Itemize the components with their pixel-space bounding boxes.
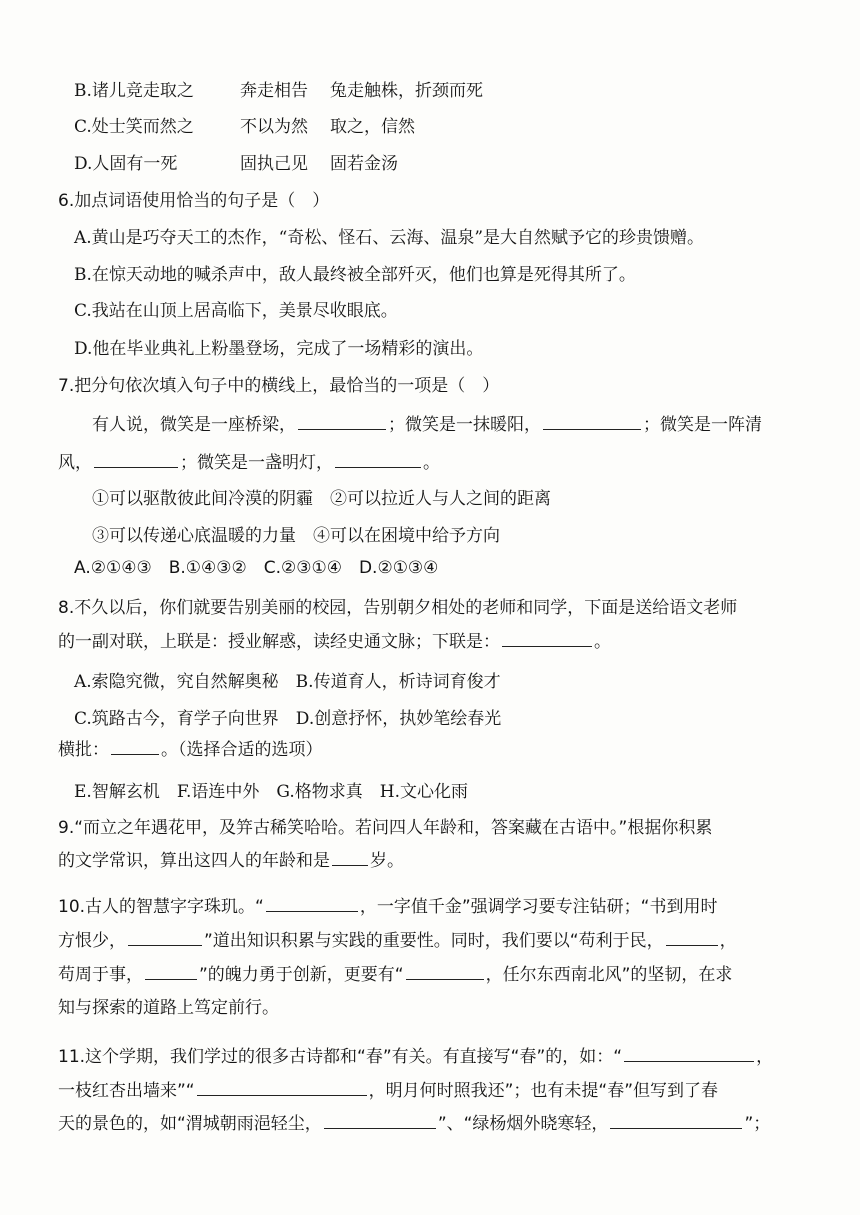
- q5-option-b-a: B.诸儿竞走取之: [74, 81, 194, 101]
- q7-blank-1[interactable]: [298, 414, 386, 430]
- q6-option-b: B.在惊天动地的喊杀声中，敌人最终被全部歼灭，他们也算是死得其所了。: [74, 265, 636, 285]
- q11-blank-2[interactable]: [197, 1080, 367, 1096]
- q5-option-b-b: 奔走相告: [240, 81, 308, 101]
- q7-clauses-line2: ③可以传递心底温暖的力量 ④可以在困境中给予方向: [92, 526, 500, 546]
- q5-option-d-a: D.人固有一死: [74, 154, 178, 174]
- q10-blank-5[interactable]: [406, 964, 484, 980]
- q5-option-c-c: 取之，信然: [330, 117, 415, 137]
- q11-blank-3[interactable]: [324, 1113, 436, 1129]
- q6-stem: 6.加点词语使用恰当的句子是（ ）: [58, 191, 330, 211]
- q9-stem-line2: 的文学常识，算出这四人的年龄和是 岁。: [58, 851, 404, 871]
- q8-options-efgh: E.智解玄机 F.语连中外 G.格物求真 H.文心化雨: [74, 782, 468, 802]
- q10-line3: 苟周于事， ”的魄力勇于创新，更要有“ ，任尔东西南北风”的坚韧，在求: [58, 965, 733, 985]
- q9-stem-line1: 9.“而立之年遇花甲，及笄古稀笑哈哈。若问四人年龄和，答案藏在古语中。”根据你积累: [58, 818, 713, 838]
- q7-clauses-line1: ①可以驱散彼此间冷漠的阴霾 ②可以拉近人与人之间的距离: [92, 489, 551, 509]
- q8-hengpi-blank[interactable]: [111, 739, 159, 755]
- q8-stem-line1: 8.不久以后，你们就要告别美丽的校园，告别朝夕相处的老师和同学，下面是送给语文老师: [58, 598, 738, 618]
- q11-line2: 一枝红杏出墙来”“ ，明月何时照我还”；也有未提“春”但写到了春: [58, 1081, 719, 1101]
- q7-options: A.②①④③ B.①④③② C.②③①④ D.②①③④: [74, 558, 439, 578]
- q7-sentence-line2: 风， ；微笑是一盏明灯， 。: [58, 453, 440, 473]
- q11-line3: 天的景色的，如“渭城朝雨浥轻尘， ”、“绿杨烟外晓寒轻， ”；: [58, 1114, 771, 1134]
- q8-couplet-blank[interactable]: [502, 631, 592, 647]
- q11-line1: 11.这个学期，我们学过的很多古诗都和“春”有关。有直接写“春”的，如：“ ，: [58, 1047, 774, 1067]
- q5-option-c-b: 不以为然: [240, 117, 308, 137]
- q10-blank-4[interactable]: [145, 964, 197, 980]
- q11-blank-4[interactable]: [610, 1113, 742, 1129]
- q7-sentence-line1: 有人说，微笑是一座桥梁， ；微笑是一抹暖阳， ；微笑是一阵清: [92, 415, 762, 435]
- q10-line4: 知与探索的道路上笃定前行。: [58, 998, 279, 1018]
- q5-option-d-c: 固若金汤: [330, 154, 398, 174]
- q10-line1: 10.古人的智慧字字珠玑。“ ，一字值千金”强调学习要专注钻研；“书到用时: [58, 897, 718, 917]
- q10-blank-2[interactable]: [128, 930, 202, 946]
- q8-hengpi-line: 横批： 。（选择合适的选项）: [58, 740, 323, 760]
- q7-stem: 7.把分句依次填入句子中的横线上，最恰当的一项是（ ）: [58, 376, 500, 396]
- q8-options-cd: C.筑路古今，育学子向世界 D.创意抒怀，执妙笔绘春光: [74, 709, 502, 729]
- q11-blank-1[interactable]: [624, 1046, 754, 1062]
- q9-age-blank[interactable]: [332, 850, 368, 866]
- q5-option-b-c: 兔走触株，折颈而死: [330, 81, 483, 101]
- q5-option-d-b: 固执己见: [240, 154, 308, 174]
- q6-option-a: A.黄山是巧夺天工的杰作，“奇松、怪石、云海、温泉”是大自然赋予它的珍贵馈赠。: [74, 228, 705, 248]
- q6-option-d: D.他在毕业典礼上粉墨登场，完成了一场精彩的演出。: [74, 339, 484, 359]
- q7-blank-2[interactable]: [543, 414, 641, 430]
- q10-line2: 方恨少， ”道出知识积累与实践的重要性。同时，我们要以“苟利于民， ，: [58, 931, 737, 951]
- q8-stem-line2: 的一副对联，上联是：授业解惑，读经史通文脉；下联是： 。: [58, 632, 611, 652]
- q7-blank-3[interactable]: [94, 452, 178, 468]
- q10-blank-3[interactable]: [666, 930, 718, 946]
- q5-option-c-a: C.处士笑而然之: [74, 117, 194, 137]
- q10-blank-1[interactable]: [266, 896, 358, 912]
- q8-options-ab: A.索隐究微，究自然解奥秘 B.传道育人，析诗词育俊才: [74, 672, 501, 692]
- q6-option-c: C.我站在山顶上居高临下，美景尽收眼底。: [74, 301, 398, 321]
- q7-blank-4[interactable]: [335, 452, 421, 468]
